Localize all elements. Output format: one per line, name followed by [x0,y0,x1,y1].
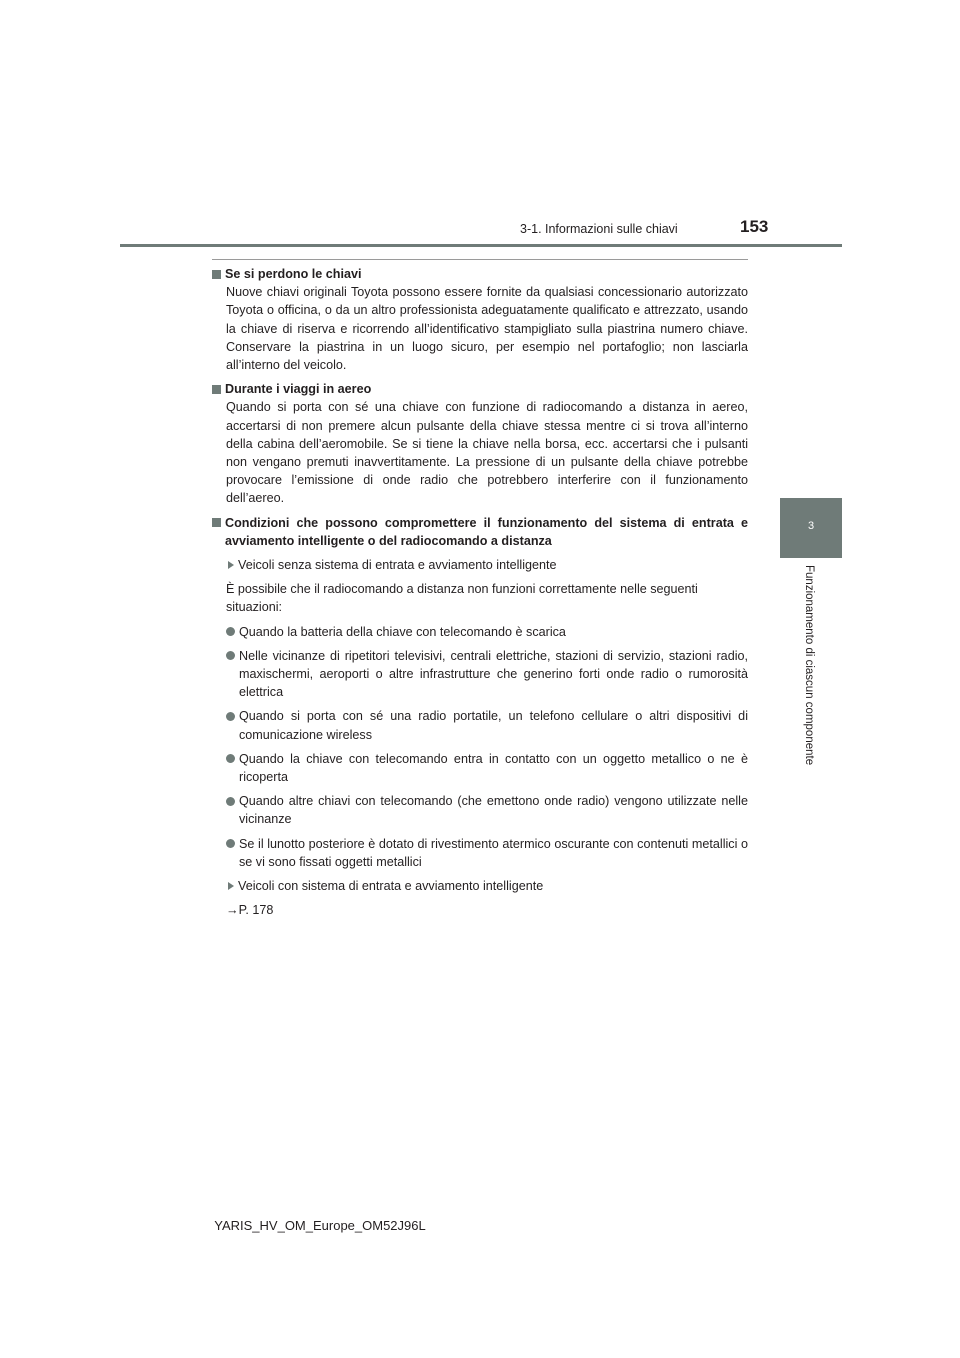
list-item [226,750,748,786]
circle-bullet-icon [226,797,235,806]
header-rule [120,244,842,247]
section-intro: È possibile che il radiocomando a distanza non funzioni correttamente nelle seguenti situazioni: [226,582,698,615]
square-bullet-icon [212,270,221,279]
section-paragraph: Quando si porta con sé una chiave con funzione di radiocomando a distanza in aereo, accertarsi di non premere alcun pulsante della chiave stessa mentre ci si trova all’interno della cabina dell’aeromobile. Se si tiene la chiave nella borsa, ecc. accertarsi che i pulsanti non vengano premuti inavvertitamente. La pressione di un pulsante della chiave potrebbe provocare l’emissione di onde radio che potrebbero interferire con il funzionamento dell’aereo. [226,400,748,506]
list-item [226,792,748,828]
list-item-text: Quando la chiave con telecomando entra in contatto con un oggetto metallico o ne è ricoperta [239,751,748,785]
list-item-text: Quando altre chiavi con telecomando (che emettono onde radio) vengono utilizzate nelle vicinanze [239,794,748,827]
subsection-heading-text: Veicoli con sistema di entrata e avviamento intelligente [238,879,544,894]
subsection-heading-text: Veicoli senza sistema di entrata e avviamento intelligente [238,558,557,573]
section-air-travel [212,380,748,507]
chapter-tab-label: Funzionamento di ciascun componente [803,565,815,766]
list-item-text: Quando la batteria della chiave con telecomando è scarica [239,624,566,639]
list-item [226,707,748,743]
page-reference-link[interactable]: →P. 178 [226,903,274,918]
section-heading-text: Durante i viaggi in aereo [225,382,372,397]
list-item-text: Se il lunotto posteriore è dotato di rivestimento atermico oscurante con contenuti metallici o se vi sono fissati oggetti metallici [239,836,748,869]
list-item-text: Quando si porta con sé una radio portatile, un telefono cellulare o altri dispositivi di comunicazione wireless [239,709,748,742]
subsection-heading [226,877,748,895]
footer-document-code: YARIS_HV_OM_Europe_OM52J96L [214,1218,426,1233]
circle-bullet-icon [226,754,235,763]
subsection-heading [226,556,748,574]
triangle-bullet-icon [228,882,234,890]
square-bullet-icon [212,518,221,527]
chapter-tab [780,498,842,558]
circle-bullet-icon [226,627,235,636]
section-divider [212,259,748,260]
chapter-tab-number: 3 [807,520,815,532]
list-item [226,623,748,641]
list-item [226,835,748,871]
square-bullet-icon [212,385,221,394]
section-conditions [212,514,748,920]
circle-bullet-icon [226,651,235,660]
page-content [212,265,748,926]
section-heading [212,514,748,550]
section-heading-text: Se si perdono le chiavi [225,267,362,281]
section-lost-keys [212,265,748,374]
section-heading [212,380,748,398]
triangle-bullet-icon [228,561,234,569]
section-heading-text: Condizioni che possono compromettere il funzionamento del sistema di entrata e avviamento intelligente o del radiocomando a distanza [225,515,748,548]
section-paragraph: Nuove chiavi originali Toyota possono essere fornite da qualsiasi concessionario autorizzato Toyota o officina, o da un altro professionista adeguatamente qualificato e attrezzato, usando la chiave di riserva e ricorrendo all’identificativo stampigliato sulla piastrina numero chiave. Conservare la piastrina in un luogo sicuro, per esempio nel portafoglio; non lasciarla all’interno del veicolo. [226,285,748,373]
header-section-title: 3-1. Informazioni sulle chiavi [520,222,678,236]
circle-bullet-icon [226,839,235,848]
list-item-text: Nelle vicinanze di ripetitori televisivi, centrali elettriche, stazioni di servizio, stazioni radio, maxischermi, aeroporti o altre infrastrutture che generino forti onde radio o rumorosità elettrica [239,648,748,700]
list-item [226,647,748,702]
section-heading [212,265,748,283]
page-number: 153 [740,217,769,236]
circle-bullet-icon [226,712,235,721]
